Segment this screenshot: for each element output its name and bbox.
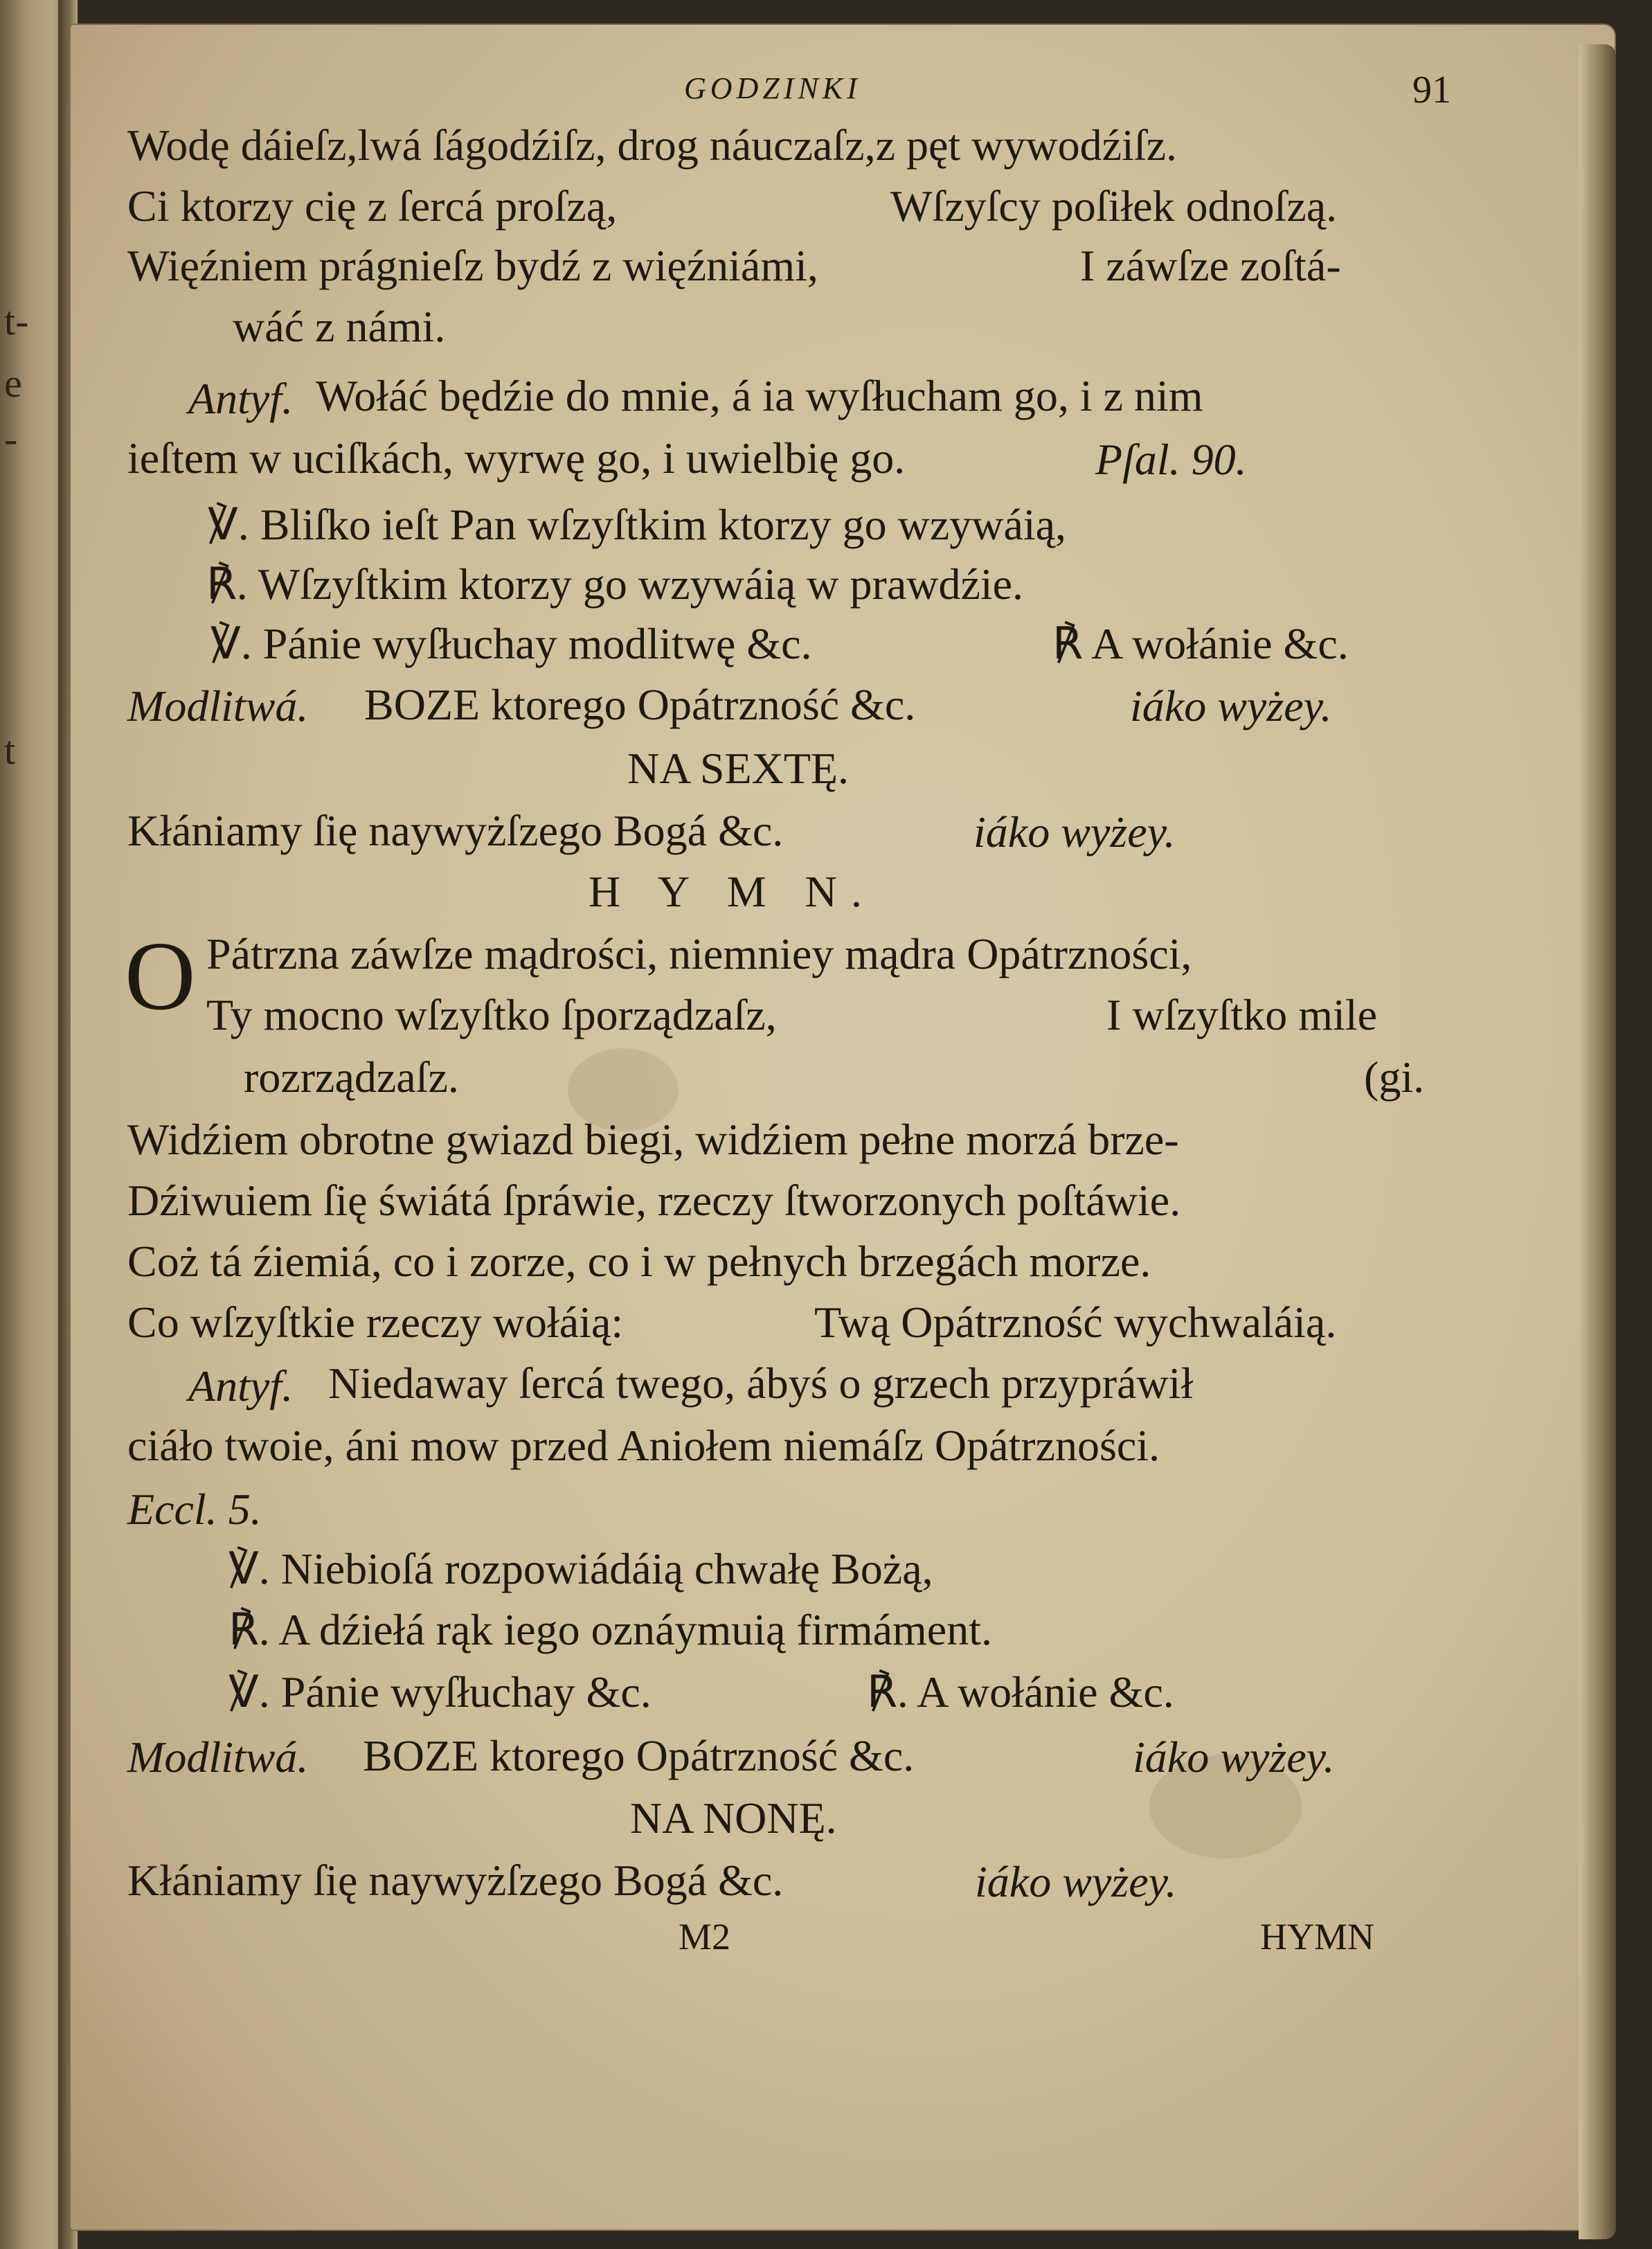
text-line-right: Wſzyſcy poſiłek odnoſzą. xyxy=(890,181,1338,231)
rubric-note: iáko wyżey. xyxy=(1133,1732,1335,1782)
prayer-label: Modlitwá. xyxy=(127,681,309,731)
versicle-line: ℣. Bliſko ieſt Pan wſzyſtkim ktorzy go wzywáią, xyxy=(208,500,1067,549)
section-heading: NA SEXTĘ. xyxy=(627,744,849,793)
previous-page-fragment: - xyxy=(4,416,18,461)
rubric-note: iáko wyżey. xyxy=(1130,681,1332,731)
hymn-line: Widźiem obrotne gwiazd biegi, widźiem pełne morzá brze- xyxy=(127,1115,1179,1164)
text-line: Wołáć będźie do mnie, á ia wyſłucham go, i z nim xyxy=(316,371,1203,420)
hymn-line: Coż tá źiemiá, co i zorze, co i w pełnych brzegách morze. xyxy=(127,1237,1151,1286)
prayer-line: BOZE ktorego Opátrzność &c. xyxy=(364,680,916,729)
rubric-note: iáko wyżey. xyxy=(973,807,1176,857)
text-line: ieſtem w uciſkách, wyrwę go, i uwielbię go. xyxy=(127,433,906,483)
rubric-note: iáko wyżey. xyxy=(975,1857,1177,1906)
psalm-reference: Pſal. 90. xyxy=(1095,435,1247,484)
hymn-line-right: I wſzyſtko mile xyxy=(1106,990,1378,1039)
response-line: ℟. A wołánie &c. xyxy=(867,1667,1174,1717)
response-line: ℟. Wſzyſtkim ktorzy go wzywáią w prawdźie. xyxy=(206,559,1024,609)
hymn-line: Co wſzyſtkie rzeczy wołáią: xyxy=(127,1298,624,1347)
catchword: HYMN xyxy=(1260,1916,1375,1957)
previous-page-fragment: t- xyxy=(4,298,29,343)
signature-mark: M2 xyxy=(679,1916,731,1957)
prayer-label: Modlitwá. xyxy=(127,1732,309,1782)
turnover-fragment: (gi. xyxy=(1364,1052,1425,1102)
hymn-line-right: Twą Opátrzność wychwaláią. xyxy=(814,1298,1337,1347)
versicle-line: ℣. Pánie wyſłuchay &c. xyxy=(228,1667,652,1717)
text-line: Ci ktorzy cię z ſercá proſzą, xyxy=(127,181,618,231)
text-line: Kłániamy ſię naywyżſzego Bogá &c. xyxy=(127,806,784,855)
hymn-line: rozrządzaſz. xyxy=(244,1052,459,1102)
previous-page-fragment: e xyxy=(4,361,22,406)
response-line: ℟. A dźiełá rąk iego oznáymuią firmáment. xyxy=(228,1605,992,1654)
versicle-line: ℣. Niebioſá rozpowiádáią chwałę Bożą, xyxy=(228,1544,933,1593)
text-line: Kłániamy ſię naywyżſzego Bogá &c. xyxy=(127,1856,784,1905)
response-line: ℟ A wołánie &c. xyxy=(1052,619,1349,668)
hymn-line: Pátrzna záwſze mądrości, niemniey mądra Opátrzności, xyxy=(206,929,1192,978)
drop-capital: O xyxy=(125,921,196,1030)
hymn-line: Ty mocno wſzyſtko ſporządzaſz, xyxy=(206,990,777,1039)
text-line: wáć z námi. xyxy=(233,302,446,351)
scripture-reference: Eccl. 5. xyxy=(127,1485,262,1534)
running-title: GODZINKI xyxy=(684,71,861,105)
previous-page-fragment: t xyxy=(4,728,16,773)
section-heading: NA NONĘ. xyxy=(630,1793,837,1843)
rubric-label: Antyf. xyxy=(188,1361,294,1410)
hymn-heading: H Y M N. xyxy=(589,867,876,916)
rubric-label: Antyf. xyxy=(188,374,294,423)
page-number: 91 xyxy=(1412,69,1451,111)
text-line: Wodę dáieſz,lwá ſágodźiſz, drog náuczaſz,z pęt wywodźiſz. xyxy=(127,120,1177,170)
prayer-line: BOZE ktorego Opátrzność &c. xyxy=(363,1731,915,1780)
text-line: ciáło twoie, áni mow przed Aniołem niemáſz Opátrzności. xyxy=(127,1421,1160,1470)
text-line: Niedaway ſercá twego, ábyś o grzech przypráwił xyxy=(328,1359,1194,1408)
text-line: Więźniem prágnieſz bydź z więźniámi, xyxy=(127,241,818,290)
versicle-line: ℣. Pánie wyſłuchay modlitwę &c. xyxy=(210,619,812,668)
text-line-right: I záwſze zoſtá- xyxy=(1080,241,1341,290)
hymn-line: Dźiwuiem ſię świátá ſpráwie, rzeczy ſtworzonych poſtáwie. xyxy=(127,1176,1181,1225)
